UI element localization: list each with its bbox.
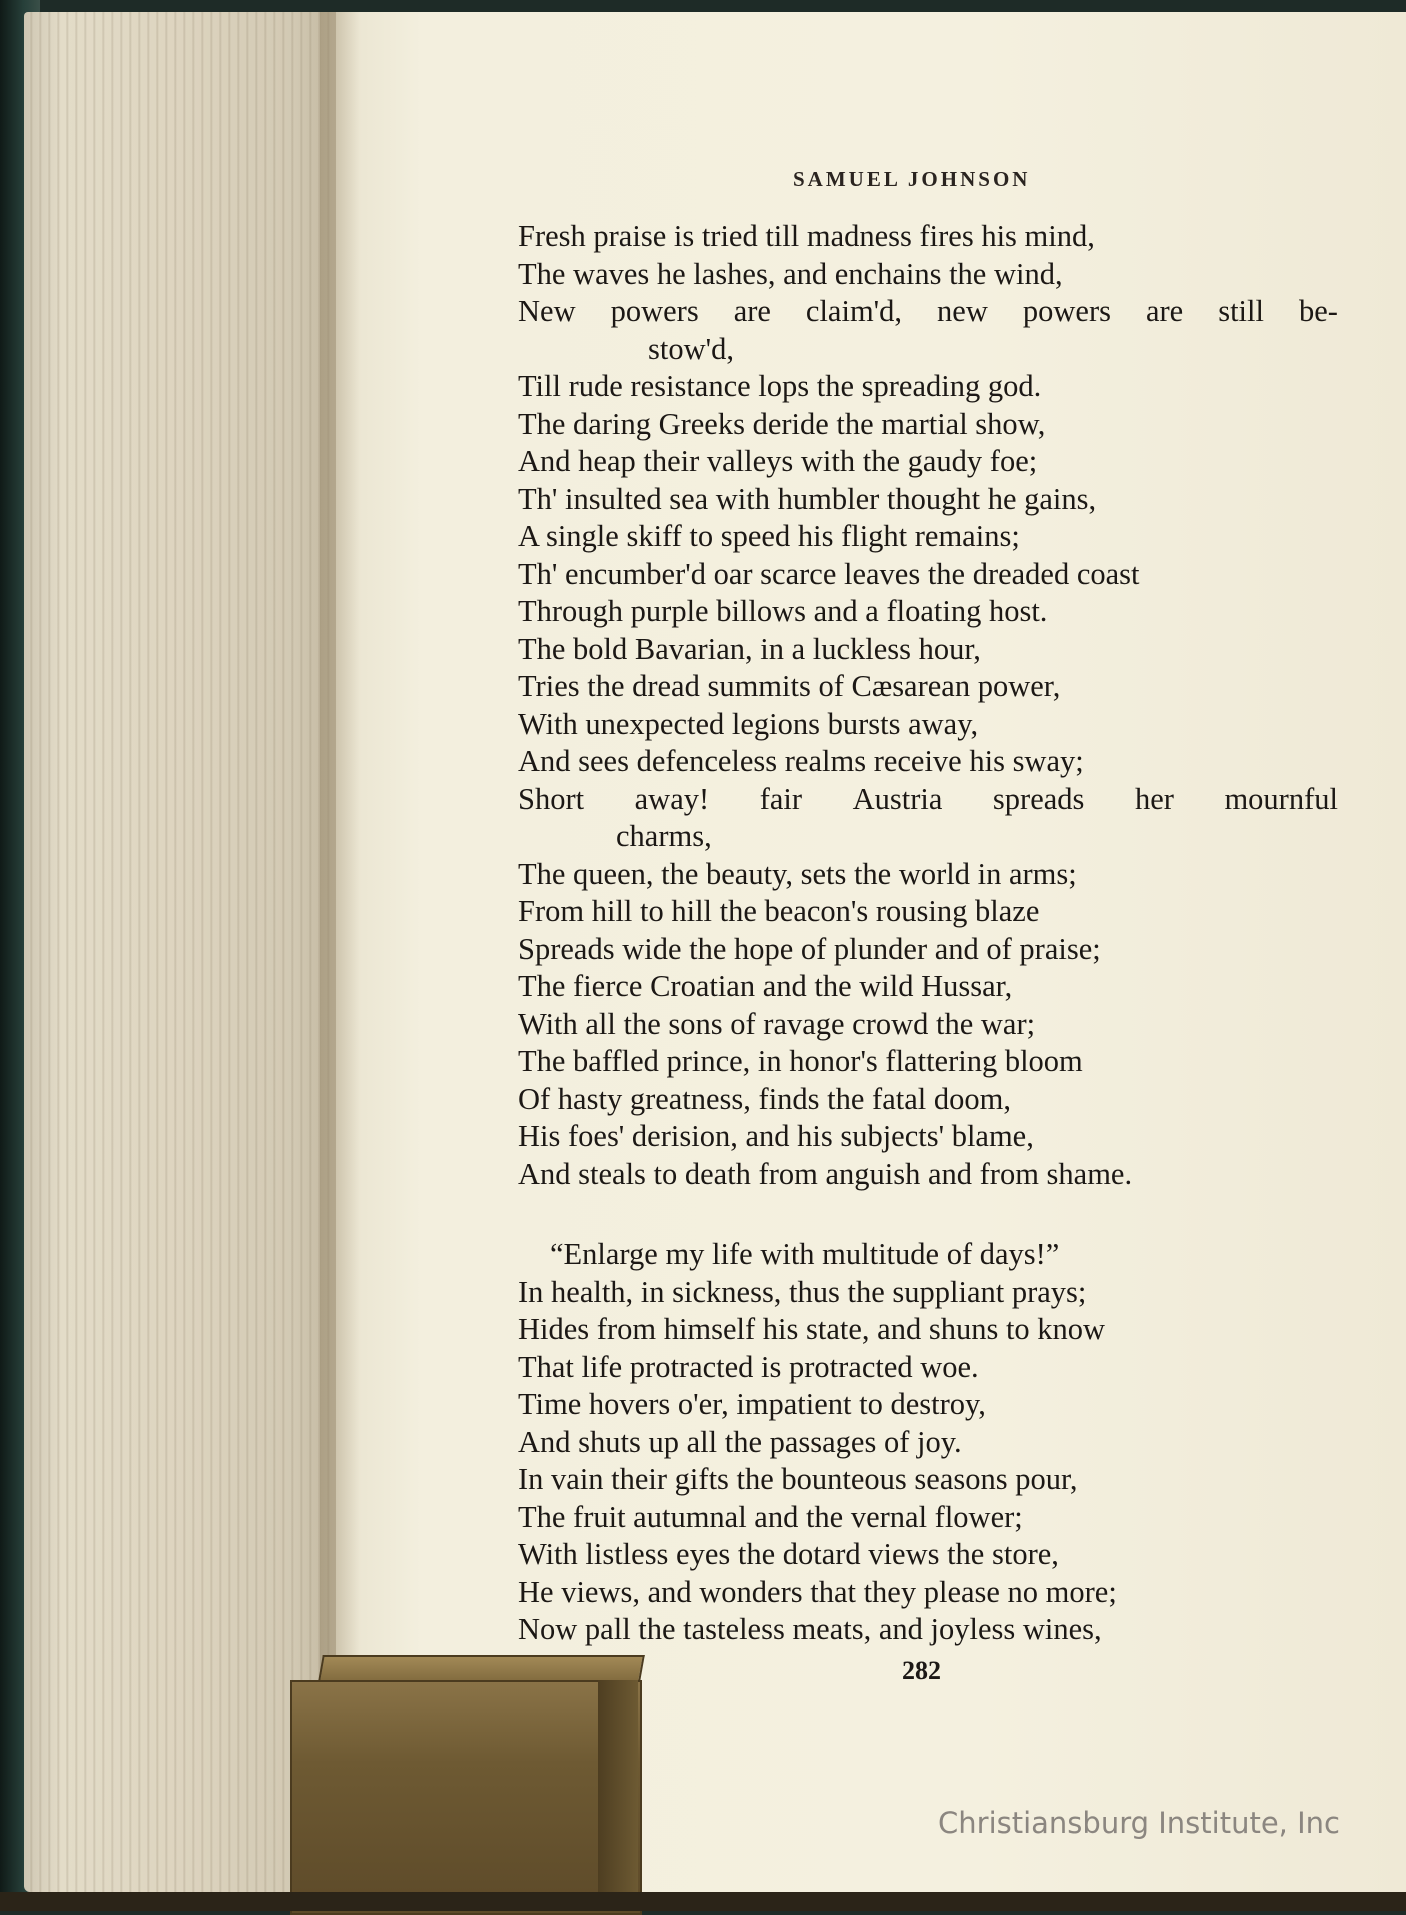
word: spreads — [992, 781, 1085, 816]
word: are — [1145, 294, 1184, 328]
poem-line: “Enlarge my life with multitude of days!” — [550, 1237, 1060, 1271]
poem-line: And heap their valleys with the gaudy foe; — [518, 444, 1038, 478]
poem-line: That life protracted is protracted woe. — [518, 1349, 979, 1384]
poem-line: In health, in sickness, thus the suppliant prays; — [518, 1274, 1087, 1309]
poem-line-continuation: stow'd, — [648, 331, 734, 366]
poem-line: Hides from himself his state, and shuns to know — [518, 1312, 1106, 1346]
poem-line: Fresh praise is tried till madness fires his mind, — [518, 219, 1095, 253]
word: powers — [610, 294, 699, 328]
word: powers — [1022, 294, 1111, 328]
poem-line: Tries the dread summits of Cæsarean power, — [518, 669, 1061, 703]
word: away! — [634, 781, 710, 816]
word: mournful — [1224, 781, 1338, 816]
stanza-break — [518, 1193, 1338, 1236]
word: fair — [759, 781, 803, 816]
poem-line: The fruit autumnal and the vernal flower; — [518, 1499, 1023, 1534]
word: be- — [1298, 294, 1338, 328]
word: are — [733, 294, 771, 328]
poem-line: With unexpected legions bursts away, — [518, 706, 979, 741]
poem-line: And sees defenceless realms receive his sway; — [518, 744, 1084, 778]
watermark-text: Christiansburg Institute, Inc — [938, 1806, 1340, 1840]
gutter-shadow — [320, 12, 360, 1892]
word: new — [937, 294, 988, 328]
poem-line: The queen, the beauty, sets the world in arms; — [518, 856, 1077, 891]
poem-line: Till rude resistance lops the spreading god. — [518, 369, 1042, 403]
poem-line-justified — [518, 781, 1338, 819]
word: her — [1134, 781, 1174, 816]
poem-line: Th' insulted sea with humbler thought he gains, — [518, 481, 1097, 516]
poem-line: His foes' derision, and his subjects' blame, — [518, 1119, 1034, 1153]
poem-line: Of hasty greatness, finds the fatal doom, — [518, 1081, 1011, 1116]
word: claim'd, — [805, 294, 903, 328]
poem-text — [518, 218, 1338, 1649]
word: Short — [518, 781, 585, 816]
poem-line: Now pall the tasteless meats, and joyless wines, — [518, 1612, 1102, 1646]
poem-line: With listless eyes the dotard views the store, — [518, 1537, 1059, 1571]
poem-line: He views, and wonders that they please no more; — [518, 1574, 1117, 1609]
poem-line: And shuts up all the passages of joy. — [518, 1424, 962, 1459]
poem-line: Time hovers o'er, impatient to destroy, — [518, 1387, 986, 1421]
poem-line: And steals to death from anguish and from shame. — [518, 1156, 1133, 1191]
poem-line: The waves he lashes, and enchains the wind, — [518, 256, 1063, 291]
running-head: SAMUEL JOHNSON — [793, 167, 1031, 191]
poem-line: Spreads wide the hope of plunder and of praise; — [518, 931, 1101, 966]
poem-line: In vain their gifts the bounteous seasons pour, — [518, 1462, 1078, 1496]
book-stand-side — [598, 1680, 638, 1911]
page-number: 282 — [902, 1656, 941, 1685]
poem-line-justified — [518, 293, 1338, 331]
poem-line: Th' encumber'd oar scarce leaves the dreaded coast — [518, 556, 1140, 591]
word: Austria — [852, 781, 943, 816]
poem-line-continuation: charms, — [616, 819, 712, 853]
poem-line: The fierce Croatian and the wild Hussar, — [518, 969, 1013, 1003]
poem-line: Through purple billows and a floating host. — [518, 594, 1048, 628]
word: still — [1218, 294, 1264, 328]
poem-line: A single skiff to speed his flight remains; — [518, 519, 1020, 553]
poem-line: The daring Greeks deride the martial show, — [518, 406, 1046, 441]
book-stand — [290, 1680, 642, 1915]
poem-line: The baffled prince, in honor's flattering bloom — [518, 1044, 1083, 1078]
table-edge — [0, 1892, 1406, 1911]
word: New — [518, 294, 576, 328]
page-edges — [24, 12, 342, 1892]
poem-line: The bold Bavarian, in a luckless hour, — [518, 631, 981, 666]
poem-line: From hill to hill the beacon's rousing blaze — [518, 894, 1040, 928]
poem-line: With all the sons of ravage crowd the war; — [518, 1006, 1036, 1041]
